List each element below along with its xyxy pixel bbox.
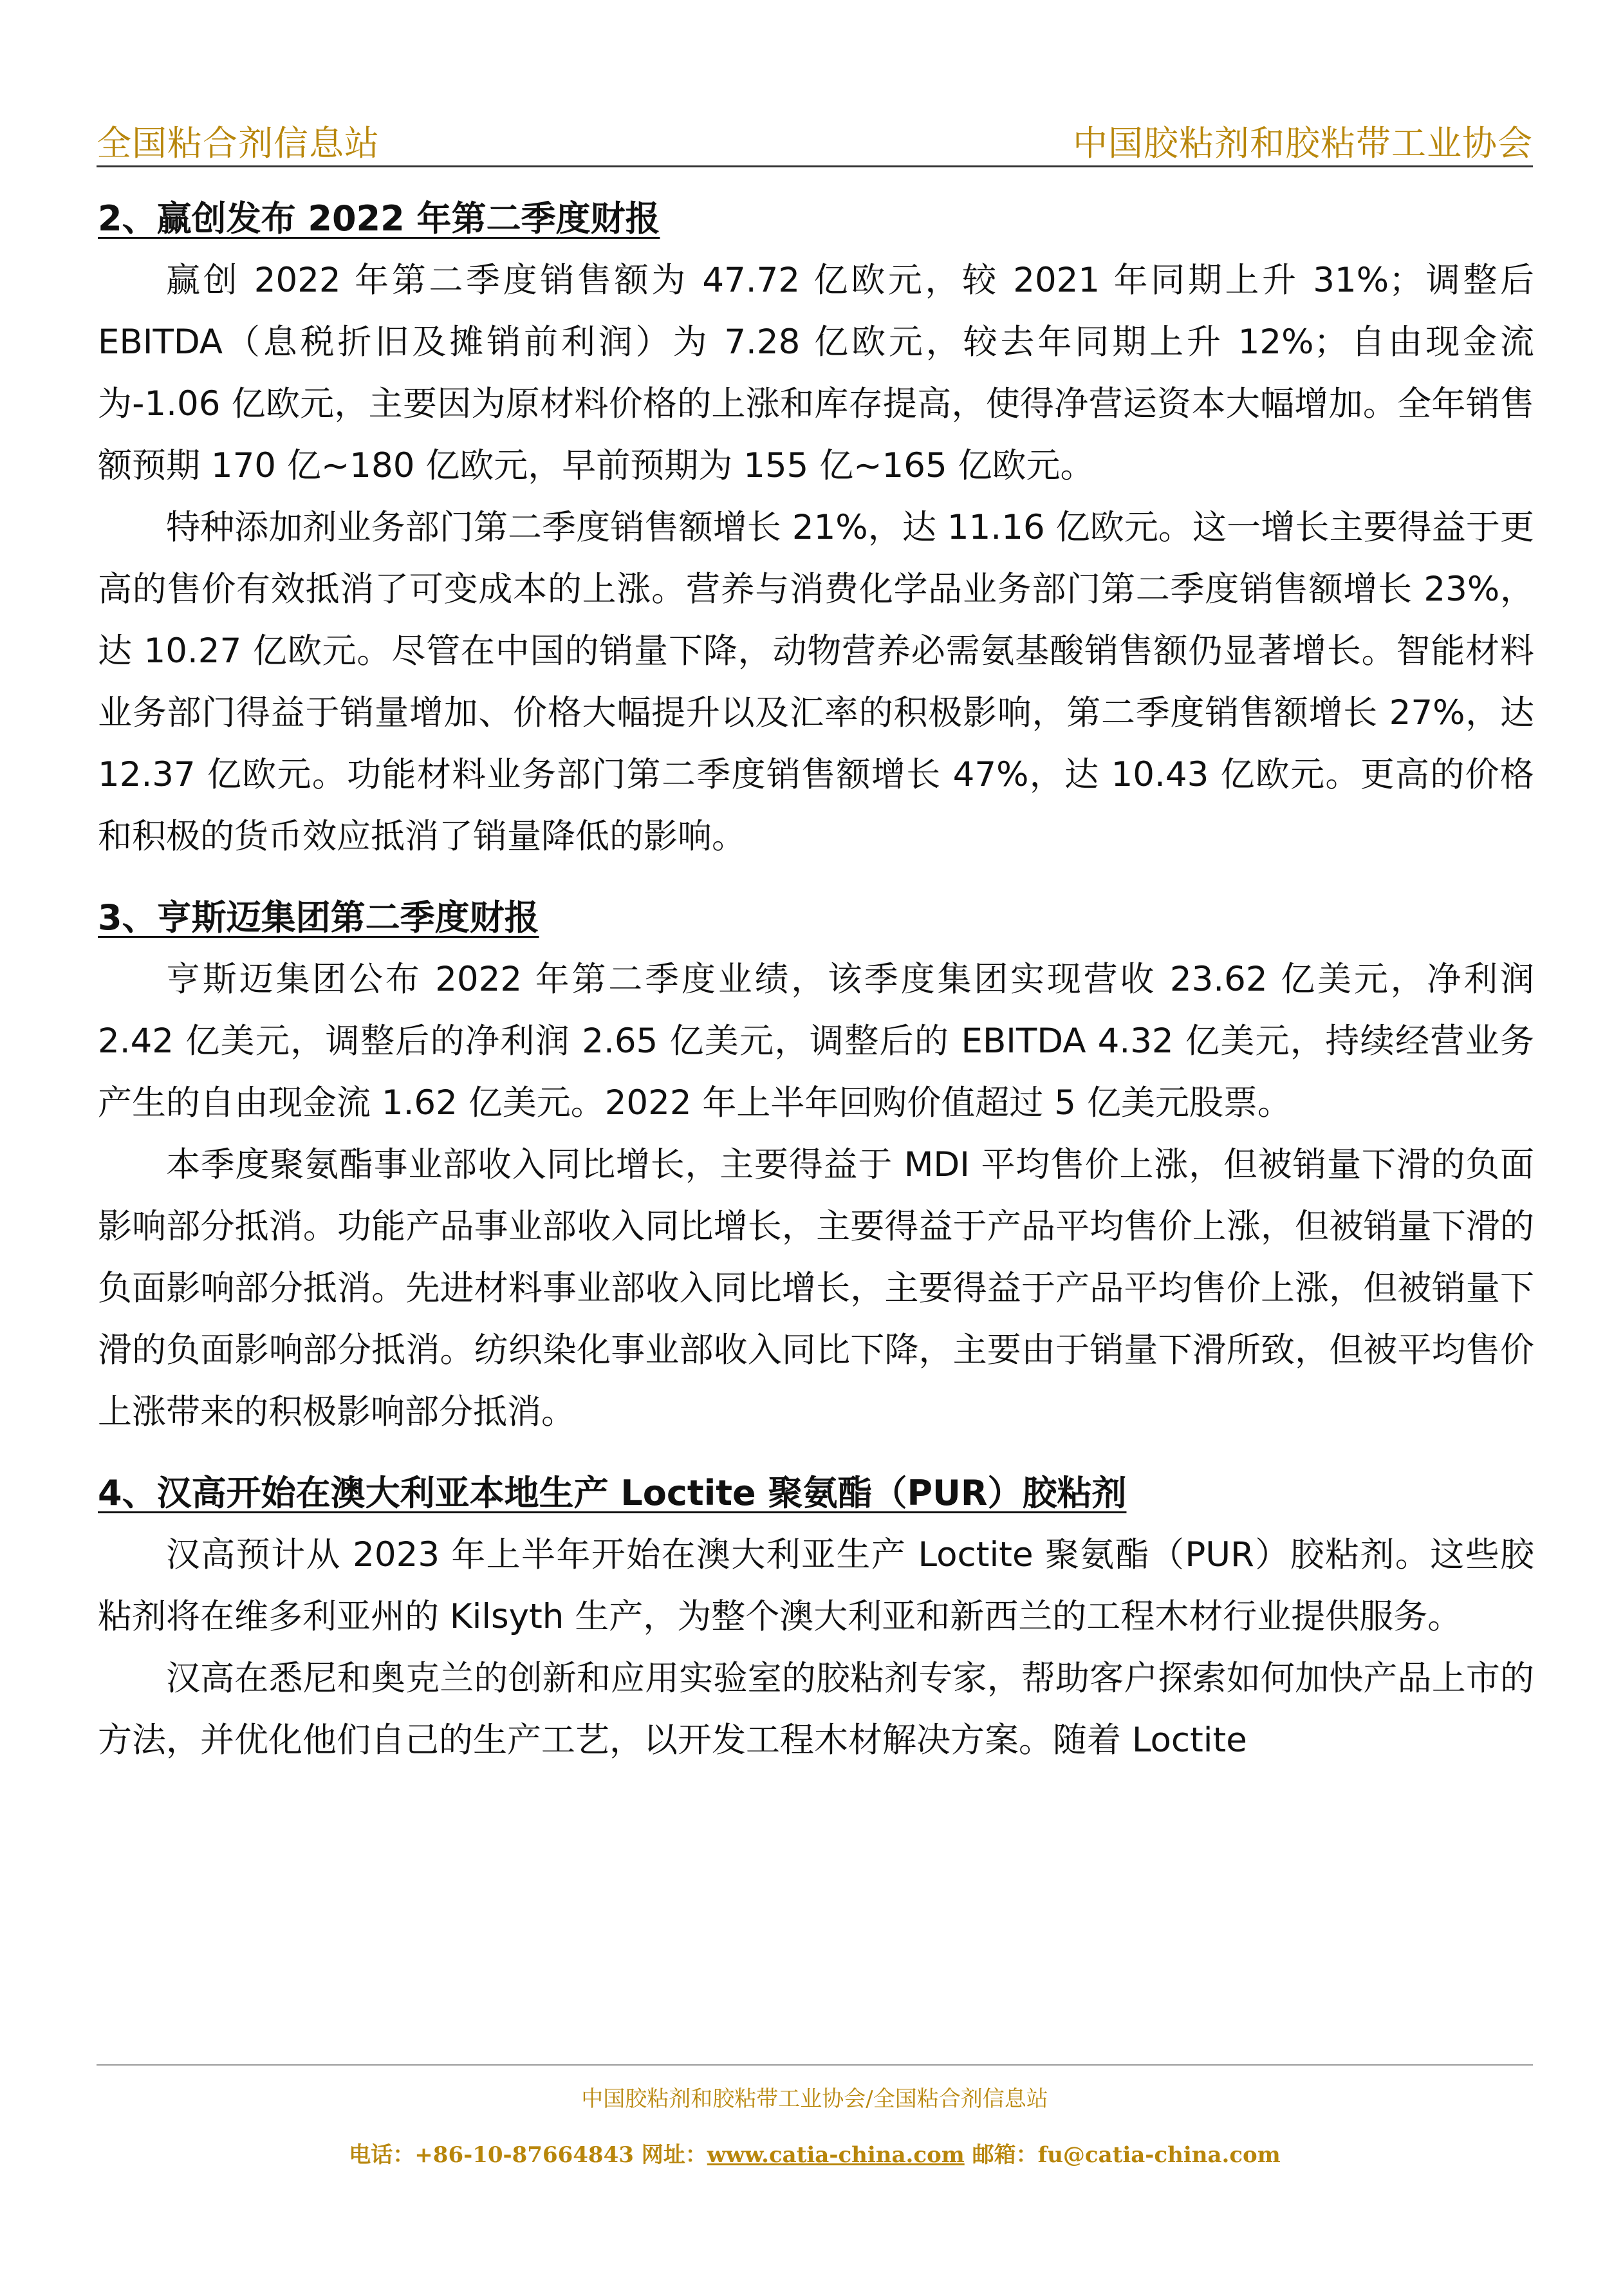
header-site-name: 全国粘合剂信息站: [97, 123, 380, 163]
section-heading-henkel: 4、汉高开始在澳大利亚本地生产 Loctite 聚氨酯（PUR）胶粘剂: [98, 1473, 1127, 1513]
footer-divider: [97, 2064, 1533, 2066]
footer-organization: 中国胶粘剂和胶粘带工业协会/全国粘合剂信息站: [581, 2086, 1048, 2112]
footer-phone: 电话：+86-10-87664843 网址：: [349, 2142, 707, 2168]
paragraph-huntsman-results: 亨斯迈集团公布 2022 年第二季度业绩，该季度集团实现营收 23.62 亿美元，净利润 2.42 亿美元，调整后的净利润 2.65 亿美元，调整后的 EBITDA 4.32 亿美元，持续经营业务产生的自由现金流 1.62 亿美元。2022 年上半年回购价值超过 5 亿美元股票。: [98, 960, 1534, 1123]
page-header: [97, 108, 1533, 167]
paragraph-evonik-results: 赢创 2022 年第二季度销售额为 47.72 亿欧元，较 2021 年同期上升 31%；调整后 EBITDA（息税折旧及摊销前利润）为 7.28 亿欧元，较去年同期上升 12%；自由现金流为-1.06 亿欧元，主要因为原材料价格的上涨和库存提高，使得净营运资本大幅增加。全年销售额预期 170 亿~180 亿欧元，早前预期为 155 亿~165 亿欧元。: [98, 261, 1534, 485]
header-divider: [97, 165, 1533, 167]
article-body: [98, 188, 1534, 1771]
section-heading-huntsman: 3、亨斯迈集团第二季度财报: [98, 897, 539, 938]
footer-contact: [97, 2137, 1533, 2169]
paragraph-huntsman-segments: 本季度聚氨酯事业部收入同比增长，主要得益于 MDI 平均售价上涨，但被销量下滑的负面影响部分抵消。功能产品事业部收入同比增长，主要得益于产品平均售价上涨，但被销量下滑的负面影响部分抵消。先进材料事业部收入同比增长，主要得益于产品平均售价上涨，但被销量下滑的负面影响部分抵消。纺织染化事业部收入同比下降，主要由于销量下滑所致，但被平均售价上涨带来的积极影响部分抵消。: [98, 1145, 1534, 1432]
footer-website-link[interactable]: www.catia-china.com: [707, 2142, 965, 2168]
page-footer: [97, 2064, 1533, 2169]
paragraph-henkel-production: 汉高预计从 2023 年上半年开始在澳大利亚生产 Loctite 聚氨酯（PUR）胶粘剂。这些胶粘剂将在维多利亚州的 Kilsyth 生产，为整个澳大利亚和新西兰的工程木材行业提供服务。: [98, 1535, 1534, 1636]
footer-email: 邮箱：fu@catia-china.com: [964, 2142, 1281, 2168]
header-association-name: 中国胶粘剂和胶粘带工业协会: [1073, 123, 1533, 163]
paragraph-henkel-labs: 汉高在悉尼和奥克兰的创新和应用实验室的胶粘剂专家，帮助客户探索如何加快产品上市的方法，并优化他们自己的生产工艺，以开发工程木材解决方案。随着 Loctite: [98, 1659, 1534, 1760]
section-heading-evonik: 2、赢创发布 2022 年第二季度财报: [98, 198, 660, 239]
paragraph-evonik-segments: 特种添加剂业务部门第二季度销售额增长 21%，达 11.16 亿欧元。这一增长主要得益于更高的售价有效抵消了可变成本的上涨。营养与消费化学品业务部门第二季度销售额增长 23%，达 10.27 亿欧元。尽管在中国的销量下降，动物营养必需氨基酸销售额仍显著增长。智能材料业务部门得益于销量增加、价格大幅提升以及汇率的积极影响，第二季度销售额增长 27%，达 12.37 亿欧元。功能材料业务部门第二季度销售额增长 47%，达 10.43 亿欧元。更高的价格和积极的货币效应抵消了销量降低的影响。: [98, 508, 1534, 856]
